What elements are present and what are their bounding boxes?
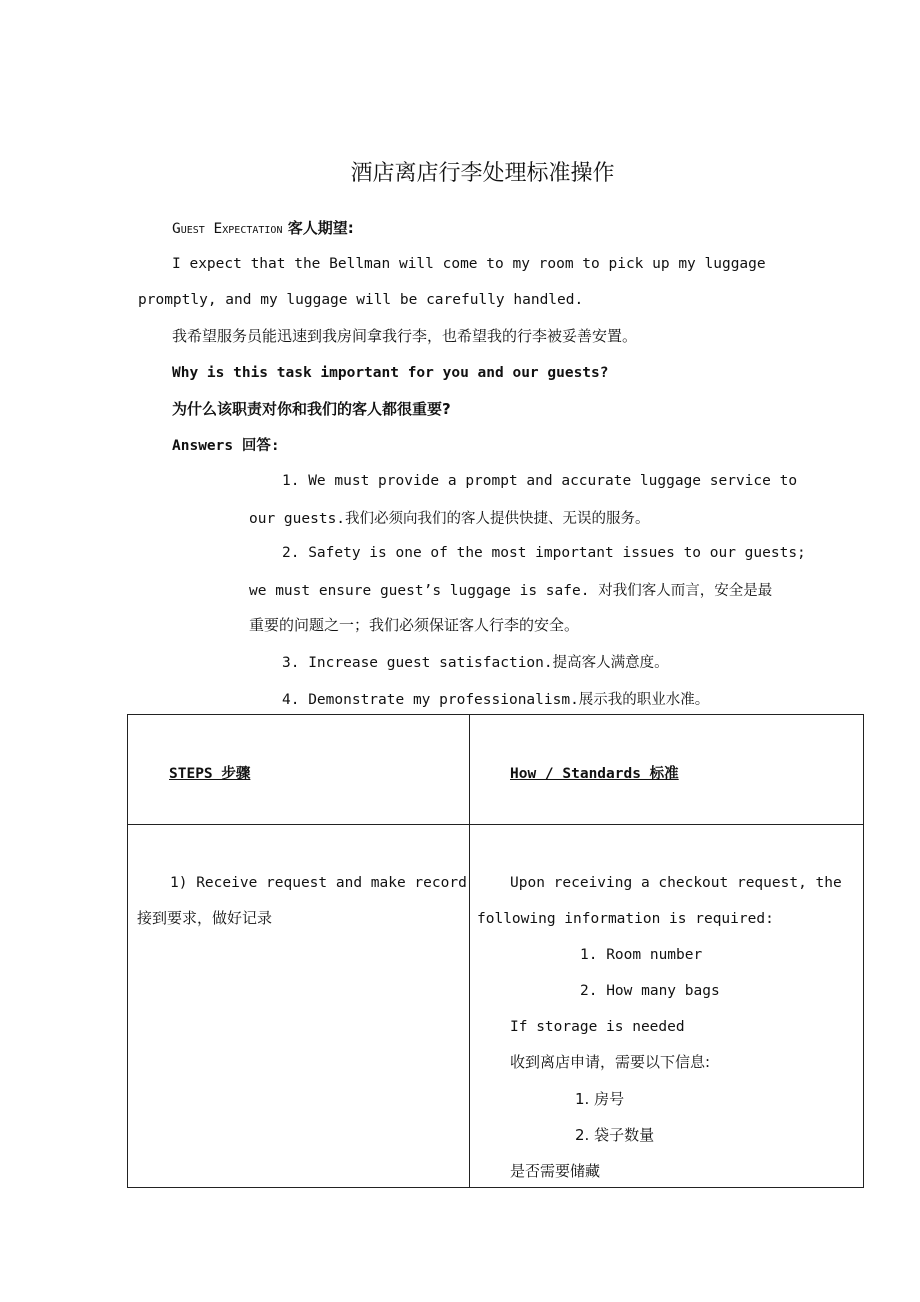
why-question-en: Why is this task important for you and our guests? <box>172 365 609 381</box>
std-item-1: 1. Room number <box>580 947 703 963</box>
step-1-cn: 接到要求，做好记录 <box>137 909 273 927</box>
step-1-en: 1) Receive request and make record <box>170 875 467 891</box>
std-cn-item-2: 2. 袋子数量 <box>575 1126 655 1144</box>
guest-expectation-heading-en: Guest Expectation <box>172 221 283 237</box>
guest-expectation-en-line2: promptly, and my luggage will be carefully handled. <box>138 292 584 308</box>
guest-expectation-heading <box>172 217 354 238</box>
std-line1: Upon receiving a checkout request, the <box>510 875 842 891</box>
standards-header: How / Standards 标准 <box>510 766 679 782</box>
answer-2-line3: 重要的问题之一；我们必须保证客人行李的安全。 <box>249 616 580 634</box>
table-row <box>128 825 864 1188</box>
std-cn-line3: 是否需要储藏 <box>510 1162 601 1180</box>
answer-2-line2: we must ensure guest’s luggage is safe. 对我们客人而言，安全是最 <box>249 583 773 599</box>
standards-header-cell <box>470 715 864 825</box>
standards-table <box>127 714 864 1188</box>
page-title: 酒店离店行李处理标准操作 <box>350 161 615 186</box>
answer-1-line1: 1. We must provide a prompt and accurate luggage service to <box>282 473 798 489</box>
std-item-2: 2. How many bags <box>580 983 720 999</box>
guest-expectation-cn: 我希望服务员能迅速到我房间拿我行李，也希望我的行李被妥善安置。 <box>172 327 638 345</box>
answer-2-line1: 2. Safety is one of the most important issues to our guests; <box>282 545 806 561</box>
answer-1-line2: our guests.我们必须向我们的客人提供快捷、无误的服务。 <box>249 511 650 527</box>
guest-expectation-heading-cn: 客人期望: <box>282 219 354 237</box>
standard-cell <box>470 825 864 1188</box>
steps-header-cell <box>128 715 470 825</box>
std-line2: following information is required: <box>477 911 774 927</box>
step-cell <box>128 825 470 1188</box>
std-cn-intro: 收到离店申请，需要以下信息: <box>510 1053 711 1071</box>
answers-label: Answers 回答: <box>172 438 280 454</box>
answer-4: 4. Demonstrate my professionalism.展示我的职业水准。 <box>282 692 710 708</box>
steps-header: STEPS 步骤 <box>169 766 251 782</box>
why-question-cn: 为什么该职责对你和我们的客人都很重要? <box>172 400 451 418</box>
guest-expectation-en-line1: I expect that the Bellman will come to my room to pick up my luggage <box>172 256 766 272</box>
std-cn-item-1: 1. 房号 <box>575 1090 625 1108</box>
table-header-row <box>128 715 864 825</box>
answer-3: 3. Increase guest satisfaction.提高客人满意度。 <box>282 655 669 671</box>
std-line3: If storage is needed <box>510 1019 685 1035</box>
